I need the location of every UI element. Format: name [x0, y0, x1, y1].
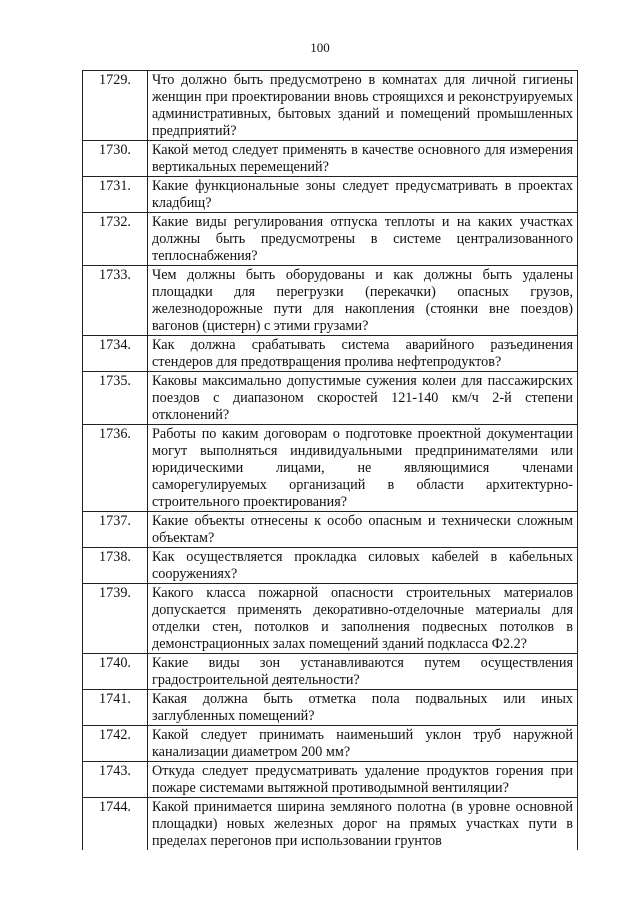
question-number: 1743.: [83, 762, 148, 798]
question-text: Какой метод следует применять в качестве основного для измерения вертикальных перемещений?: [148, 141, 578, 177]
question-row: [83, 762, 578, 798]
question-text: Какого класса пожарной опасности строительных материалов допускается применять декоративно-отделочные материалы для отделки стен, потолков и заполнения подвесных потолков в демонстрационных залах помещений зданий подкласса Ф2.2?: [148, 584, 578, 654]
question-row: [83, 726, 578, 762]
question-number: 1732.: [83, 213, 148, 266]
question-text: Чем должны быть оборудованы и как должны быть удалены площадки для перегрузки (перекачки) опасных грузов, железнодорожные пути для накопления (стоянки вне поездов) вагонов (цистерн) с этими грузами?: [148, 266, 578, 336]
question-row: [83, 548, 578, 584]
question-text: Как осуществляется прокладка силовых кабелей в кабельных сооружениях?: [148, 548, 578, 584]
page-number: 100: [310, 40, 330, 55]
question-row: [83, 690, 578, 726]
question-number: 1731.: [83, 177, 148, 213]
questions-table-body: [83, 71, 578, 851]
question-number: 1744.: [83, 798, 148, 851]
question-number: 1737.: [83, 512, 148, 548]
question-row: [83, 798, 578, 851]
question-number: 1730.: [83, 141, 148, 177]
question-number: 1733.: [83, 266, 148, 336]
question-row: [83, 213, 578, 266]
question-row: [83, 425, 578, 512]
question-text: Какая должна быть отметка пола подвальных или иных заглубленных помещений?: [148, 690, 578, 726]
question-number: 1735.: [83, 372, 148, 425]
question-row: [83, 266, 578, 336]
question-text: Каковы максимально допустимые сужения колеи для пассажирских поездов с диапазоном скоростей 121-140 км/ч 2-й степени отклонений?: [148, 372, 578, 425]
question-number: 1739.: [83, 584, 148, 654]
question-text: Какие функциональные зоны следует предусматривать в проектах кладбищ?: [148, 177, 578, 213]
question-number: 1734.: [83, 336, 148, 372]
question-row: [83, 336, 578, 372]
question-number: 1740.: [83, 654, 148, 690]
question-text: Какие виды зон устанавливаются путем осуществления градостроительной деятельности?: [148, 654, 578, 690]
question-row: [83, 372, 578, 425]
question-number: 1729.: [83, 71, 148, 141]
question-number: 1741.: [83, 690, 148, 726]
question-text: Какие виды регулирования отпуска теплоты и на каких участках должны быть предусмотрены в системе централизованного теплоснабжения?: [148, 213, 578, 266]
question-text: Откуда следует предусматривать удаление продуктов горения при пожаре системами вытяжной противодымной вентиляции?: [148, 762, 578, 798]
question-row: [83, 177, 578, 213]
question-row: [83, 71, 578, 141]
question-text: Какие объекты отнесены к особо опасным и технически сложным объектам?: [148, 512, 578, 548]
question-number: 1736.: [83, 425, 148, 512]
question-text: Что должно быть предусмотрено в комнатах для личной гигиены женщин при проектировании вновь строящихся и реконструируемых административных, бытовых зданий и помещений промышленных предприятий?: [148, 71, 578, 141]
question-text: Как должна срабатывать система аварийного разъединения стендеров для предотвращения пролива нефтепродуктов?: [148, 336, 578, 372]
question-number: 1738.: [83, 548, 148, 584]
question-text: Работы по каким договорам о подготовке проектной документации могут выполняться индивидуальными предпринимателями или юридическими лицами, не являющимися членами саморегулируемых организаций в области архитектурно-строительного проектирования?: [148, 425, 578, 512]
question-row: [83, 584, 578, 654]
question-row: [83, 141, 578, 177]
question-number: 1742.: [83, 726, 148, 762]
question-text: Какой принимается ширина земляного полотна (в уровне основной площадки) новых железных дорог на прямых участках пути в пределах перегонов при использовании грунтов: [148, 798, 578, 851]
question-row: [83, 654, 578, 690]
question-text: Какой следует принимать наименьший уклон труб наружной канализации диаметром 200 мм?: [148, 726, 578, 762]
questions-table: [82, 70, 578, 850]
question-row: [83, 512, 578, 548]
